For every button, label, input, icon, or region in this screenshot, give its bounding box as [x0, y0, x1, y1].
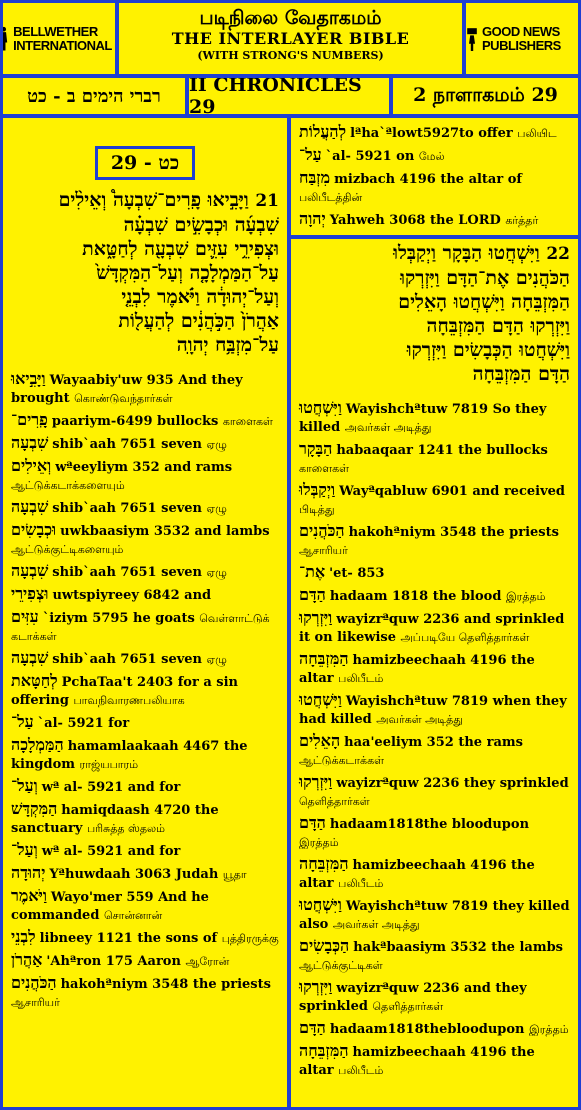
word-entry [11, 370, 279, 408]
tamil-gloss: ஆரோன் [185, 955, 230, 968]
hebrew-word: וְעַל־ [11, 776, 38, 795]
transliteration-gloss: wª al- 5921 and for [41, 844, 181, 859]
word-entry [299, 814, 570, 852]
word-entry [299, 399, 570, 437]
tamil-gloss: காளைகள் [222, 415, 273, 428]
hebrew-verse-22 [299, 241, 570, 386]
word-entry [299, 563, 570, 583]
transliteration-gloss: Wayaabiy'uw 935 And they brought [11, 373, 243, 406]
word-entry [299, 123, 570, 143]
transliteration-gloss: haa'eeliym 352 the rams [344, 735, 523, 750]
tamil-gloss: பிடித்து [299, 503, 335, 516]
left-word-list [11, 370, 279, 1012]
tamil-gloss: இரத்தம் [505, 590, 546, 603]
word-entry [11, 928, 279, 948]
right-bottom-column [291, 239, 578, 1107]
bellwether-logo-text: BELLWETHER INTERNATIONAL [13, 23, 112, 53]
verse-line: הַמִּזְבֵּחָה וַיִּשְׁחֲטוּ הָאֵלִים [398, 291, 570, 313]
hebrew-word: הַכֹּהֲנִים [11, 973, 57, 992]
tamil-gloss: வெள்ளாட்டுக் கடாக்கள் [11, 612, 270, 643]
hebrew-word: עַל־ [11, 712, 34, 731]
verse-number: 22 [546, 244, 570, 264]
tamil-gloss: பலியிட [517, 127, 557, 140]
tamil-gloss: பலிபீடம் [338, 1064, 384, 1077]
tamil-gloss: பலிபீடம் [338, 877, 384, 890]
hebrew-word: פָֽרִים־ [11, 410, 48, 429]
verse-line: וּצְפִירֵ֥י עִזִּ֛ים שִׁבְעָ֖ה לְחַטָּ֑את [82, 238, 279, 260]
transliteration-gloss: shib`aah 7651 seven [52, 501, 202, 516]
bellwether-logo [3, 17, 115, 61]
hebrew-word: וּצְפִירֵי [11, 584, 49, 603]
title-box [119, 3, 462, 74]
word-entry [299, 210, 570, 230]
transliteration-gloss: hadaam1818the bloodupon [329, 817, 530, 832]
transliteration-gloss: hakohªniym 3548 the priests [60, 977, 271, 992]
transliteration-gloss: hamizbeechaah 4196 the altar [299, 858, 535, 891]
word-entry [11, 887, 279, 925]
word-entry [299, 522, 570, 560]
hebrew-word: שִׁבְעָה [11, 648, 49, 667]
hebrew-word: וַיִּשְׁחֲטוּ [299, 895, 342, 914]
word-entry [299, 896, 570, 934]
tamil-gloss: கர்த்தர் [505, 214, 539, 227]
verse-line: עַל־הַמַּמְלָכָ֤ה וְעַל־הַמִּקְדָּשׁ֙ [96, 262, 279, 284]
tamil-gloss: இரத்தம் [299, 836, 339, 849]
word-entry [299, 481, 570, 519]
word-entry [11, 713, 279, 733]
hebrew-word: וְעַל־ [11, 840, 38, 859]
tamil-gloss: யூதா [222, 868, 247, 881]
word-entry [11, 521, 279, 559]
verse-number: 21 [255, 191, 279, 211]
word-entry [11, 951, 279, 971]
tamil-gloss: அப்படியே தெளித்தார்கள் [400, 631, 530, 644]
verse-line: וַיִּשְׁחֲטוּ הַכְּבָשִׂים וַיִּזְרְקוּ [406, 339, 570, 361]
tamil-gloss: ராஜ்யபாரம் [79, 758, 139, 771]
transliteration-gloss: hamamlaakaah 4467 the kingdom [11, 739, 248, 772]
transliteration-gloss: uwtspiyreey 6842 and [52, 588, 212, 603]
tamil-gloss: ஆட்டுக்கடாக்கள் [299, 754, 385, 767]
english-book-label: II CHRONICLES 29 [189, 78, 389, 114]
word-entry [299, 650, 570, 688]
word-entry [299, 773, 570, 811]
word-entry [11, 608, 279, 646]
tamil-gloss: மேல் [418, 150, 445, 163]
word-entry [11, 974, 279, 1012]
transliteration-gloss: wayizrªquw 2236 and sprinkled it on likewise [299, 612, 565, 645]
main-title: THE INTERLAYER BIBLE [171, 29, 410, 48]
transliteration-gloss: hamiqdaash 4720 the sanctuary [11, 803, 219, 836]
word-entry [299, 440, 570, 478]
figure-logo-icon [3, 17, 9, 61]
hebrew-word: הַמִּזְבֵּחָה [299, 1041, 349, 1060]
hebrew-word: וַיִּזְרְקוּ [299, 977, 333, 996]
transliteration-gloss: hamizbeechaah 4196 the altar [299, 653, 535, 686]
verse-line: וַיִּשְׁחֲטוּ הַבָּקָר וַיְקַבְּלוּ [393, 242, 540, 264]
transliteration-gloss: hadaam1818thebloodupon [329, 1022, 525, 1037]
hebrew-word: מִזְבַּח [299, 168, 331, 187]
tamil-gloss: கொண்டுவந்தார்கள் [74, 392, 173, 405]
hebrew-word: וְאֵילִים [11, 456, 52, 475]
tamil-gloss: பரிசுத்த ஸ்தலம் [86, 822, 166, 835]
transliteration-gloss: shib`aah 7651 seven [52, 652, 202, 667]
hebrew-word: עַל־ [299, 145, 322, 164]
transliteration-gloss: 'et- 853 [329, 566, 385, 581]
word-entry [299, 586, 570, 606]
word-entry [11, 800, 279, 838]
verse-line: הַדָּם הַמִּזְבֵּחָה [472, 363, 570, 385]
hebrew-word: הַמִּזְבֵּחָה [299, 649, 349, 668]
hebrew-book-label: רברי הימים ב - כט [3, 78, 185, 114]
verse-line: שִׁבְעָ֜ה וּכְבָשִׂ֣ים שִׁבְעָ֗ה [123, 214, 279, 236]
hebrew-word: הַדָּם [299, 813, 326, 832]
word-entry [299, 1042, 570, 1080]
transliteration-gloss: wª al- 5921 and for [41, 780, 181, 795]
tamil-gloss: அவர்கள் அடித்து [376, 713, 463, 726]
transliteration-gloss: hadaam 1818 the blood [329, 589, 502, 604]
sub-title: (WITH STRONG'S NUMBERS) [197, 49, 384, 62]
hebrew-word: וַיִּזְרְקוּ [299, 608, 333, 627]
transliteration-gloss: hamizbeechaah 4196 the altar [299, 1045, 535, 1078]
hebrew-word: אֶת־ [299, 562, 326, 581]
tamil-gloss: பலிபீடம் [338, 672, 384, 685]
transliteration-gloss: uwkbaasiym 3532 and lambs [60, 524, 270, 539]
hebrew-word: הַמִּזְבֵּחָה [299, 854, 349, 873]
tamil-gloss: புத்திரருக்கு [221, 932, 279, 945]
transliteration-gloss: hakªbaasiym 3532 the lambs [353, 940, 563, 955]
word-entry [11, 777, 279, 797]
word-entry [11, 434, 279, 454]
good-news-logo [466, 17, 578, 61]
chapter-box: כט - 29 [95, 146, 195, 180]
good-news-logo-text: GOOD NEWS PUBLISHERS [482, 23, 561, 53]
word-entry [11, 585, 279, 605]
transliteration-gloss: mizbach 4196 the altar of [334, 172, 522, 187]
verse-line: וַיִּזְרְקוּ הַדָּם הַמִּזְבֵּחָה [426, 315, 570, 337]
transliteration-gloss: Wayishchªtuw 7819 when they had killed [299, 694, 567, 727]
book-figure-logo-icon [466, 17, 478, 61]
right-bottom-word-list [299, 399, 570, 1080]
word-entry [11, 864, 279, 884]
word-entry [11, 672, 279, 710]
hebrew-word: שִׁבְעָה [11, 561, 49, 580]
hebrew-word: לִבְנֵי [11, 927, 36, 946]
verse-line: אַהֲרֹן֙ הַכֹּ֣הֲנִ֔ים לְהַעֲל֖וֹת [118, 310, 279, 332]
hebrew-word: שִׁבְעָה [11, 433, 49, 452]
good-news-logo-box [466, 3, 578, 74]
tamil-gloss: காளைகள் [299, 462, 350, 475]
transliteration-gloss: lªha`ªlowt5927to offer [350, 126, 513, 141]
tamil-gloss: ஆசாரியர் [299, 544, 348, 557]
transliteration-gloss: libneey 1121 the sons of [39, 931, 218, 946]
word-entry [299, 978, 570, 1016]
hebrew-word: וּכְבָשִׂים [11, 520, 57, 539]
right-top-word-list [299, 123, 570, 230]
hebrew-word: הַכְּבָשִׂים [299, 936, 350, 955]
hebrew-word: עִזִּים [11, 607, 39, 626]
tamil-gloss: தெளித்தார்கள் [372, 1000, 444, 1013]
hebrew-word: הָאֵלִים [299, 731, 341, 750]
bellwether-logo-box [3, 3, 115, 74]
hebrew-word: הַכֹּהֲנִים [299, 521, 345, 540]
hebrew-word: הַדָּם [299, 585, 326, 604]
hebrew-word: וַיִּשְׁחֲטוּ [299, 398, 342, 417]
hebrew-word: וַיִּזְרְקוּ [299, 772, 333, 791]
word-entry [11, 649, 279, 669]
word-entry [299, 609, 570, 647]
verse-line: עַל־מִזְבַּ֥ח יְהוָֽה [176, 334, 279, 356]
word-entry [11, 457, 279, 495]
hebrew-word: הַמִּקְדָּשׁ [11, 799, 58, 818]
hebrew-word: וַיִּשְׁחֲטוּ [299, 690, 342, 709]
tamil-gloss: ஆட்டுக்குட்டிகள் [299, 959, 383, 972]
transliteration-gloss: `al- 5921 on [325, 149, 415, 164]
transliteration-gloss: Yahweh 3068 the LORD [329, 213, 501, 228]
tamil-title: படிநிலை வேதாகமம் [199, 7, 382, 29]
tamil-gloss: ஏழு [206, 653, 227, 666]
word-entry [299, 732, 570, 770]
hebrew-verse-21 [11, 188, 279, 357]
left-column [3, 118, 287, 1107]
tamil-gloss: ஆசாரியர் [11, 996, 60, 1009]
word-entry [299, 169, 570, 207]
hebrew-word: לְחַטָּאת [11, 671, 58, 690]
word-entry [11, 498, 279, 518]
transliteration-gloss: Wayishchªtuw 7819 they killed also [299, 899, 570, 932]
transliteration-gloss: habaaqaar 1241 the bullocks [336, 443, 548, 458]
hebrew-word: הַבָּקָר [299, 439, 333, 458]
hebrew-word: לְהַעֲלוֹת [299, 122, 347, 141]
transliteration-gloss: paariym-6499 bullocks [51, 414, 219, 429]
hebrew-word: וַיְקַבְּלוּ [299, 480, 336, 499]
word-entry [299, 855, 570, 893]
tamil-gloss: ஏழு [206, 502, 227, 515]
transliteration-gloss: shib`aah 7651 seven [52, 565, 202, 580]
hebrew-word: שִׁבְעָה [11, 497, 49, 516]
tamil-gloss: ஆட்டுக்கடாக்களையும் [11, 479, 125, 492]
word-entry [299, 1019, 570, 1039]
tamil-book-label: 2 நாளாகமம் 29 [393, 78, 578, 114]
transliteration-gloss: Wayªqabluw 6901 and received [339, 484, 565, 499]
transliteration-gloss: `al- 5921 for [37, 716, 130, 731]
tamil-gloss: சொன்னான் [103, 909, 163, 922]
hebrew-word: אַהֲרֹן [11, 950, 43, 969]
tamil-gloss: பாவநிவாரணபலியாக [73, 694, 185, 707]
tamil-gloss: தெளித்தார்கள் [299, 795, 370, 808]
word-entry [11, 841, 279, 861]
transliteration-gloss: wayizrªquw 2236 and they sprinkled [299, 981, 527, 1014]
word-entry [299, 146, 570, 166]
transliteration-gloss: PchaTaa't 2403 for a sin offering [11, 675, 239, 708]
verse-line: וַיָּבִ֣יאוּ פָֽרִים־שִׁבְעָה֩ וְאֵילִ֨ים [58, 189, 249, 211]
verse-line: הַכֹּהֲנִים אֶת־הַדָּם וַיִּזְרְקוּ [400, 267, 570, 289]
transliteration-gloss: Yªhuwdaah 3063 Judah [49, 867, 219, 882]
transliteration-gloss: `iziym 5795 he goats [42, 611, 195, 626]
transliteration-gloss: wayizrªquw 2236 they sprinkled [336, 776, 569, 791]
tamil-gloss: பலிபீடத்தின் [299, 191, 363, 204]
transliteration-gloss: Wayo'mer 559 And he commanded [11, 890, 209, 923]
transliteration-gloss: Wayishchªtuw 7819 So they killed [299, 402, 547, 435]
tamil-gloss: ஏழு [206, 566, 227, 579]
hebrew-word: הַמַּמְלָכָה [11, 735, 64, 754]
word-entry [11, 562, 279, 582]
tamil-gloss: அவர்கள் அடித்து [332, 918, 420, 931]
hebrew-word: הַדָּם [299, 1018, 326, 1037]
transliteration-gloss: shib`aah 7651 seven [52, 437, 202, 452]
word-entry [299, 691, 570, 729]
word-entry [11, 736, 279, 774]
tamil-gloss: இரத்தம் [529, 1023, 569, 1036]
tamil-gloss: அவர்கள் அடித்து [344, 421, 432, 434]
transliteration-gloss: 'Ahªron 175 Aaron [46, 954, 181, 969]
word-entry [299, 937, 570, 975]
hebrew-word: וַיֹּאמֶר [11, 886, 47, 905]
right-top-column [291, 118, 578, 235]
hebrew-word: וַיָּבִ֣יאוּ [11, 369, 46, 388]
transliteration-gloss: hakohªniym 3548 the priests [348, 525, 559, 540]
hebrew-word: יְהוּדָה [11, 863, 46, 882]
transliteration-gloss: wªeeyliym 352 and rams [55, 460, 233, 475]
tamil-gloss: ஏழு [206, 438, 227, 451]
word-entry [11, 411, 279, 431]
hebrew-word: יְהוָה [299, 209, 326, 228]
verse-line: וְעַל־יְהוּדָ֔ה וַיֹּ֗אמֶר לִבְנֵ֤י [121, 286, 279, 308]
tamil-gloss: ஆட்டுக்குட்டிகளையும் [11, 543, 124, 556]
